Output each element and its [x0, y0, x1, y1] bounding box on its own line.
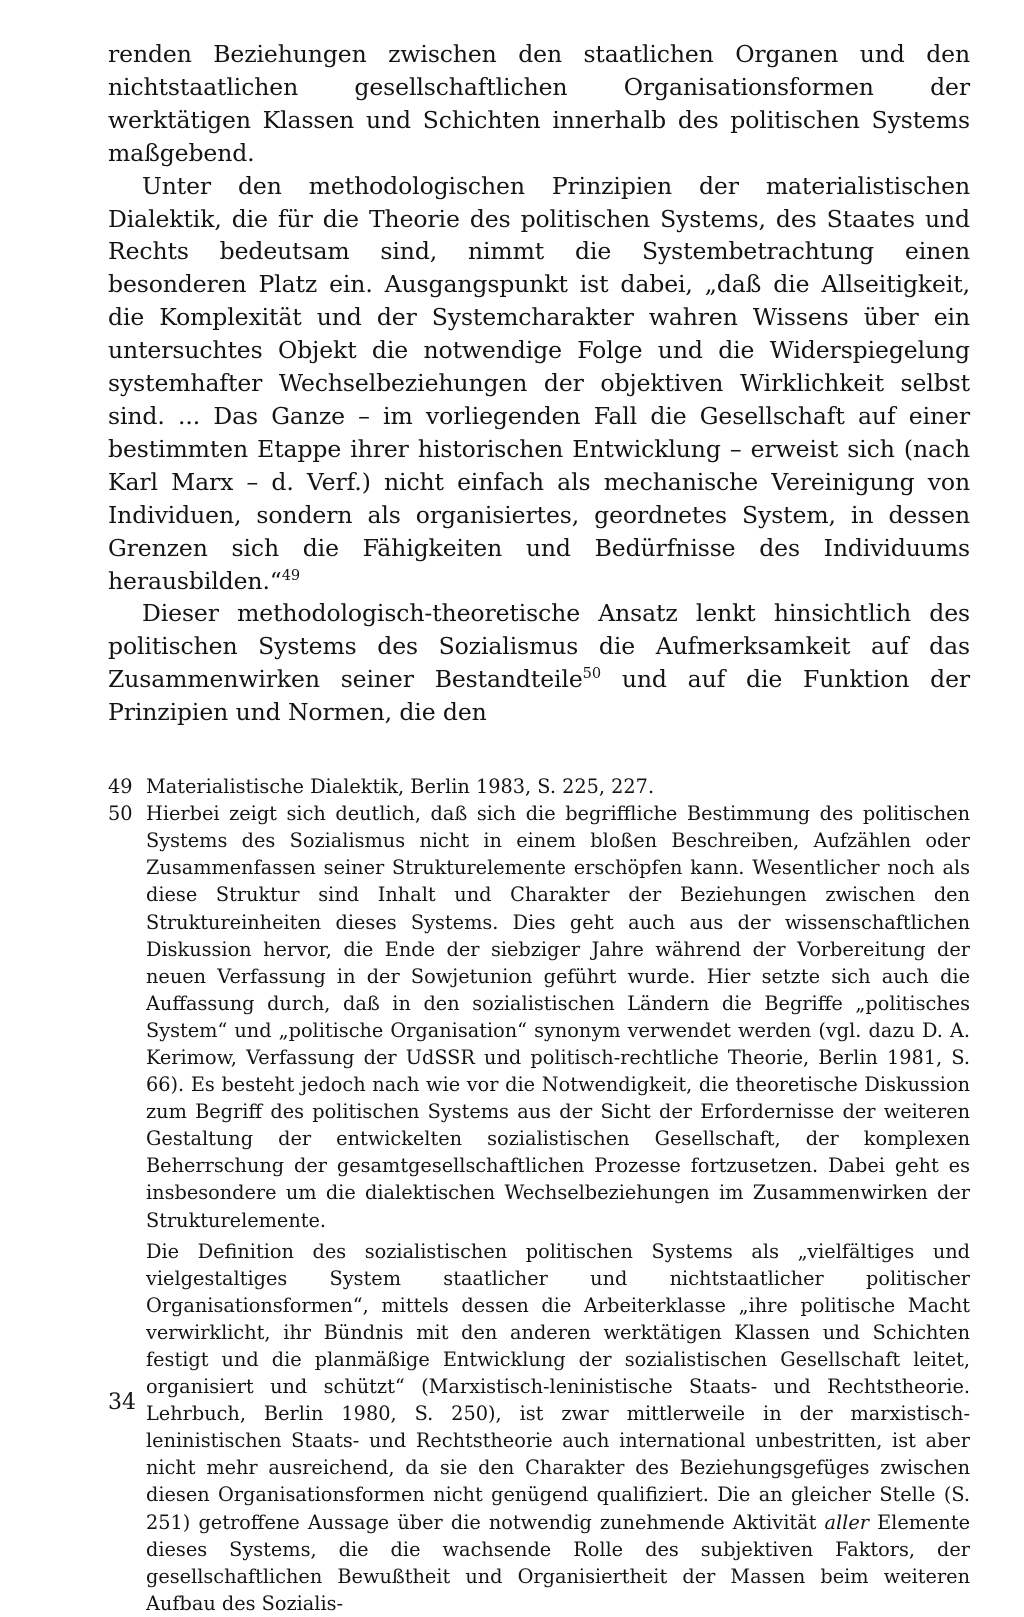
footnote-ref-49[interactable]: 49: [281, 566, 301, 584]
footnote-continuation-text-a: Die Definition des sozialistischen politischen Systems als „vielfältiges und vielgestaltiges System staatlicher und nichtstaatlicher politischer Organisationsformen“, mittels dessen die Arbeiterklasse „ihre politische Macht verwirklicht, ihr Bündnis mit den anderen werktätigen Klassen und Schichten festigt und die planmäßige Entwicklung der sozialistischen Gesellschaft leitet, organisiert und schützt“ (Marxistisch-leninistische Staats- und Rechtstheorie. Lehrbuch, Berlin 1980, S. 250), ist zwar mittlerweile in der marxistisch-leninistischen Staats- und Rechtstheorie auch international unbestritten, ist aber nicht mehr ausreichend, da sie den Charakter des Beziehungsgefüges zwischen diesen Organisationsformen nicht genügend qualifiziert. Die an gleicher Stelle (S. 251) getroffene Aussage über die notwendig zunehmende Aktivität: [146, 1239, 970, 1534]
footnote-ref-50[interactable]: 50: [582, 665, 602, 683]
footnotes: [108, 773, 970, 1617]
page: [108, 38, 970, 1617]
paragraph-2: [108, 170, 970, 598]
paragraph-3-text-a: Dieser methodologisch-theoretische Ansatz lenkt hinsichtlich des politischen Systems des Sozialismus die Aufmerksamkeit auf das Zusammenwirken seiner Bestandteile: [108, 599, 970, 694]
paragraph-1: renden Beziehungen zwischen den staatlichen Organen und den nichtstaatlichen gesellschaftlichen Organisationsformen der werktätigen Klassen und Schichten innerhalb des politischen Systems maßgebend.: [108, 40, 970, 167]
footnote-text: Materialistische Dialektik, Berlin 1983, S. 225, 227.: [146, 775, 655, 799]
footnote-number: 49: [108, 775, 133, 799]
paragraph-3-text-b: und auf die Funktion der Prinzipien und Normen, die den: [108, 665, 971, 727]
footnote-continuation-text-b: Elemente dieses Systems, die die wachsende Rolle des subjektiven Faktors, der gesellschaftlichen Bewußtheit und Organisiertheit der Massen beim weiteren Aufbau des Sozialis-: [146, 1510, 970, 1615]
paragraph-3: [108, 597, 970, 729]
footnote-49: [108, 773, 970, 800]
footnote-50-continuation: [108, 1238, 970, 1617]
paragraph-2-text: Unter den methodologischen Prinzipien der materialistischen Dialektik, die für die Theorie des politischen Systems, des Staates und Rechts bedeutsam sind, nimmt die Systembetrachtung einen besonderen Platz ein. Ausgangspunkt ist dabei, „daß die Allseitigkeit, die Komplexität und der Systemcharakter wahren Wissens über ein untersuchtes Objekt die notwendige Folge und die Widerspiegelung systemhafter Wechselbeziehungen der objektiven Wirklichkeit selbst sind. ... Das Ganze – im vorliegenden Fall die Gesellschaft auf einer bestimmten Etappe ihrer historischen Entwicklung – erweist sich (nach Karl Marx – d. Verf.) nicht einfach als mechanische Vereinigung von Individuen, sondern als organisiertes, geordnetes System, in dessen Grenzen sich die Fähigkeiten und Bedürfnisse des Individuums herausbilden.“: [108, 171, 970, 595]
page-number: 34: [108, 1390, 136, 1415]
footnote-number: 50: [108, 802, 133, 826]
body-text: [108, 38, 970, 729]
footnote-text: Hierbei zeigt sich deutlich, daß sich die begriffliche Bestimmung des politischen Systems des Sozialismus nicht in einem bloßen Beschreiben, Aufzählen oder Zusammenfassen seiner Strukturelemente erschöpfen kann. Wesentlicher noch als diese Struktur sind Inhalt und Charakter der Beziehungen zwischen den Struktureinheiten dieses Systems. Dies geht auch aus der wissenschaftlichen Diskussion hervor, die Ende der siebziger Jahre während der Vorbereitung der neuen Verfassung in der Sowjetunion geführt wurde. Hier setzte sich auch die Auffassung durch, daß in den sozialistischen Ländern die Begriffe „politisches System“ und „politische Organisation“ synonym verwendet werden (vgl. dazu D. A. Kerimow, Verfassung der UdSSR und politisch-rechtliche Theorie, Berlin 1981, S. 66). Es besteht jedoch nach wie vor die Notwendigkeit, die theoretische Diskussion zum Begriff des politischen Systems aus der Sicht der Erfordernisse der weiteren Gestaltung der entwickelten sozialistischen Gesellschaft, der komplexen Beherrschung der gesamtgesellschaftlichen Prozesse fortzusetzen. Dabei geht es insbesondere um die dialektischen Wechselbeziehungen im Zusammenwirken der Strukturelemente.: [146, 802, 970, 1232]
footnote-emphasis: aller: [824, 1510, 869, 1534]
footnote-50: [108, 800, 970, 1234]
